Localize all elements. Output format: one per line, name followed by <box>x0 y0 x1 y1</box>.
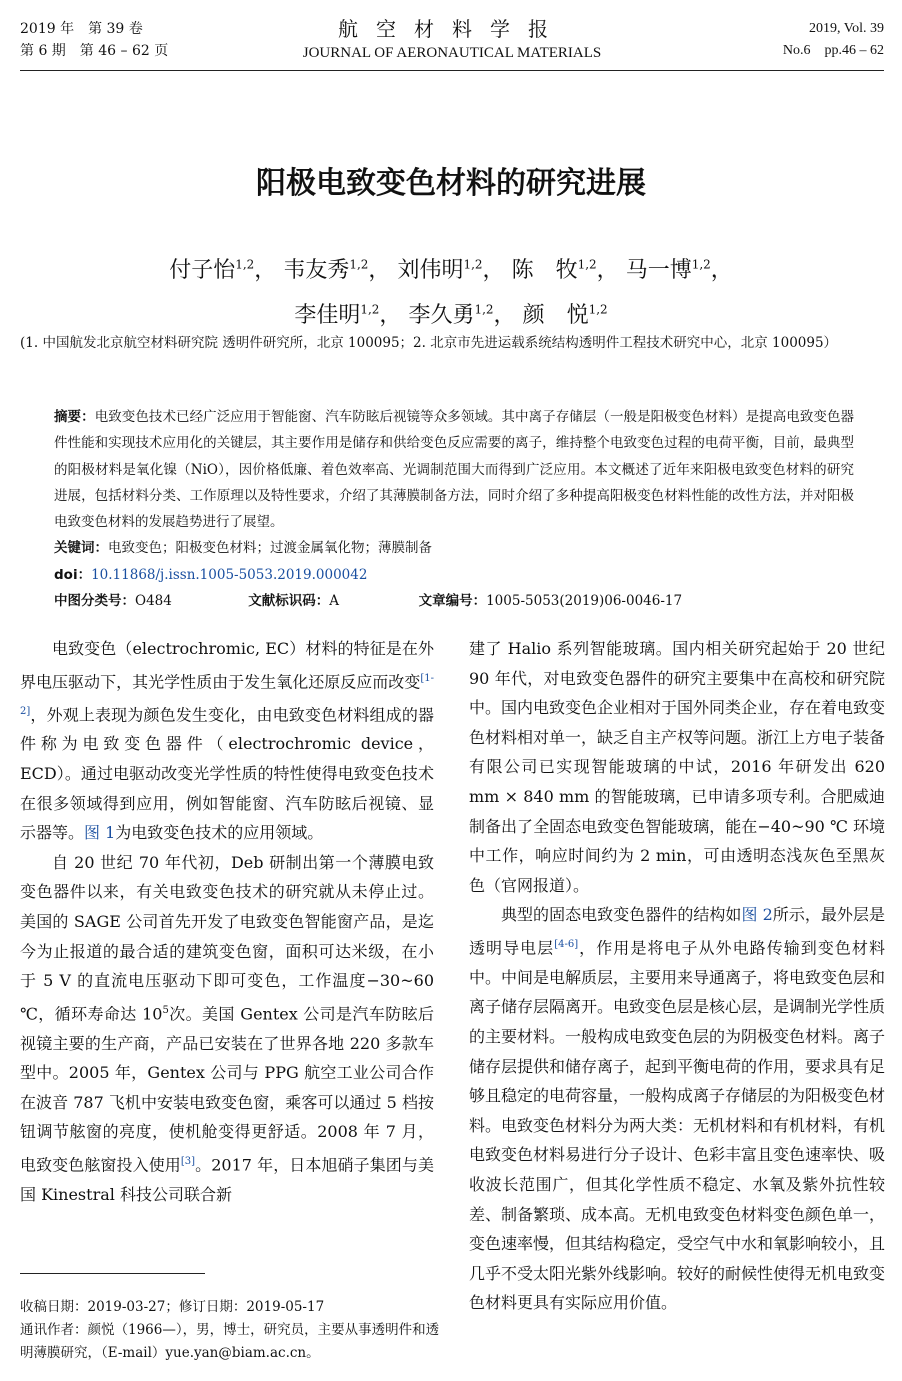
figure-link[interactable]: 图 2 <box>741 905 773 925</box>
issue-pages: 第 6 期 第 46 – 62 页 <box>20 43 169 59</box>
volume-year: 2019 年 第 39 卷 <box>20 21 143 37</box>
keywords <box>54 535 854 561</box>
author: 刘伟明$^{1,2}$， <box>397 258 505 284</box>
abstract <box>54 404 854 535</box>
author-line-1 <box>0 246 902 290</box>
footnote-rule <box>20 1273 205 1274</box>
header-right <box>783 18 884 62</box>
keywords-label: 关键词： <box>54 540 108 557</box>
paragraph: 电致变色（electrochromic, EC）材料的特征是在外界电压驱动下，其光学性质由于发生氧化还原反应而改变[1-2]，外观上表现为颜色发生变化，由电致变色材料组成的器件称为电致变色器件（electrochromic device，ECD）。通过电驱动改变光学性质的特性使得电致变色技术在很多领域得到应用，例如智能窗、汽车防眩后视镜、显示器等。图 1为电致变色技术的应用领域。 <box>20 639 434 843</box>
issue-pages-en: No.6 pp.46 – 62 <box>782 43 884 58</box>
author: 陈 牧$^{1,2}$， <box>511 258 619 284</box>
author: 付子怡$^{1,2}$， <box>169 258 277 284</box>
article-no-label: 文章编号： <box>418 593 487 610</box>
abstract-label: 摘要： <box>54 409 95 425</box>
paragraph: 自 20 世纪 70 年代初，Deb 研制出第一个薄膜电致变色器件以来，有关电致变色技术的研究就从未停止过。美国的 SAGE 公司首先开发了电致变色智能窗产品，是迄今为止报道的最合适的建筑变色窗，面积可达米级，在小于 5 V 的直流电压驱动下即可变色，工作温度−30~60 ℃，循环寿命达 $10^5$次。美国 Gentex 公司是汽车防眩后视镜主要的生产商，产品已安装在了世界各地 220 多款车型中。2005 年，Gentex 公司与 PPG 航空工业公司合作在波音 787 飞机中安装电致变色窗，乘客可以通过 5 档按钮调节舷窗的亮度，使机舱变得更舒适。2008 年 7 月，电致变色舷窗投入使用[3]。2017 年，日本旭硝子集团与美国 Kinestral 科技公司联合新 <box>20 852 434 1204</box>
author: 李佳明$^{1,2}$， <box>294 302 402 328</box>
doc-code-label: 文献标识码： <box>248 593 330 610</box>
doc-code-value: A <box>329 593 340 610</box>
body-column-right <box>469 634 885 1318</box>
doi-link[interactable]: 10.11868/j.issn.1005-5053.2019.000042 <box>91 566 368 583</box>
header-rule <box>20 70 884 71</box>
journal-name-cn: 航空材料学报 <box>338 17 566 41</box>
paragraph: 建了 Halio 系列智能玻璃。国内相关研究起始于 20 世纪 90 年代，对电致变色器件的研究主要集中在高校和研究院中。国内电致变色企业相对于国外同类企业，存在着电致变色材料相对单一，缺乏自主产权等问题。浙江上方电子装备有限公司已实现智能玻璃的中试，2016 年研发出 620 mm × 840 mm 的智能玻璃，已申请多项专利。合肥威迪制备出了全固态电致变色智能玻璃，能在−40~90 ℃ 环境中工作，响应时间约为 2 min，可由透明态浅灰色至黑灰色（官网报道）。 <box>469 639 886 895</box>
author: 韦友秀$^{1,2}$， <box>283 258 391 284</box>
paragraph: 典型的固态电致变色器件的结构如图 2所示，最外层是透明导电层[4-6]，作用是将电子从外电路传输到变色材料中。中间是电解质层，主要用来导通离子，将电致变色层和离子储存层隔离开。电致变色层是核心层，是调制光学性质的主要材料。一般构成电致变色层的为阴极变色材料。离子储存层提供和储存离子，起到平衡电荷的作用，要求具有足够且稳定的电荷容量，一般构成离子存储层的为阳极变色材料。电致变色材料分为两大类：无机材料和有机材料，有机电致变色材料易进行分子设计、色彩丰富且变色速率快、吸收波长范围广，但其化学性质不稳定、水氧及紫外抗性较差、制备繁琐、成本高。无机电致变色材料变色颜色单一，变色速率慢，但其结构稳定，受空气中水和氧影响较小，且几乎不受太阳光紫外线影响。较好的耐候性使得无机电致变色材料更具有实际应用价值。 <box>469 905 886 1313</box>
paper-title: 阳极电致变色材料的研究进展 <box>256 166 646 201</box>
figure-link[interactable]: 图 1 <box>84 823 116 843</box>
abstract-text: 电致变色技术已经广泛应用于智能窗、汽车防眩后视镜等众多领域。其中离子存储层（一般是阳极变色材料）是提高电致变色器件性能和实现技术应用化的关键层，其主要作用是储存和供给变色反应需要的离子，维持整个电致变色过程的电荷平衡，目前，最典型的阳极材料是氧化镍（NiO），因价格低廉、着色效率高、光调制范围大而得到广泛应用。本文概述了近年来阳极电致变色材料的研究进展，包括材料分类、工作原理以及特性要求，介绍了其薄膜制备方法，同时介绍了多种提高阳极变色材料性能的改性方法，并对阳极电致变色材料的发展趋势进行了展望。 <box>54 409 855 531</box>
clc-label: 中图分类号： <box>54 593 135 610</box>
doi-line <box>54 562 854 588</box>
clc-value: O484 <box>135 593 172 610</box>
header-center <box>20 18 884 64</box>
journal-name-en: JOURNAL OF AERONAUTICAL MATERIALS <box>302 45 602 61</box>
classification-line <box>54 588 854 614</box>
author: 李久勇$^{1,2}$， <box>408 302 516 328</box>
exponent: 5 <box>162 1004 169 1016</box>
author: 颜 悦$^{1,2}$ <box>522 302 608 328</box>
author-list <box>0 246 902 335</box>
article-no-value: 1005-5053(2019)06-0046-17 <box>486 593 683 610</box>
citation[interactable]: [4-6] <box>554 938 579 950</box>
author-line-2 <box>0 290 902 334</box>
running-header <box>20 18 884 68</box>
received-date: 收稿日期：2019-03-27；修订日期：2019-05-17 <box>20 1299 325 1315</box>
citation[interactable]: [1-2] <box>20 672 434 717</box>
citation[interactable]: [3] <box>180 1156 196 1168</box>
body-column-left <box>20 634 434 1210</box>
year-volume-en: 2019, Vol. 39 <box>809 21 884 36</box>
keywords-text: 电致变色；阳极变色材料；过渡金属氧化物；薄膜制备 <box>108 540 432 557</box>
author: 马一博$^{1,2}$， <box>625 258 733 284</box>
affiliation: (1. 中国航发北京航空材料研究院 透明件研究所，北京 100095；2. 北京市先进运载系统结构透明件工程技术研究中心，北京 100095） <box>20 335 838 351</box>
abstract-block <box>54 404 854 614</box>
footnote <box>20 1296 440 1365</box>
corresponding-author: 通讯作者：颜悦（1966—），男，博士，研究员，主要从事透明件和透明薄膜研究，（E-mail）yue.yan@biam.ac.cn。 <box>20 1322 440 1361</box>
doi-label: doi： <box>54 566 92 583</box>
